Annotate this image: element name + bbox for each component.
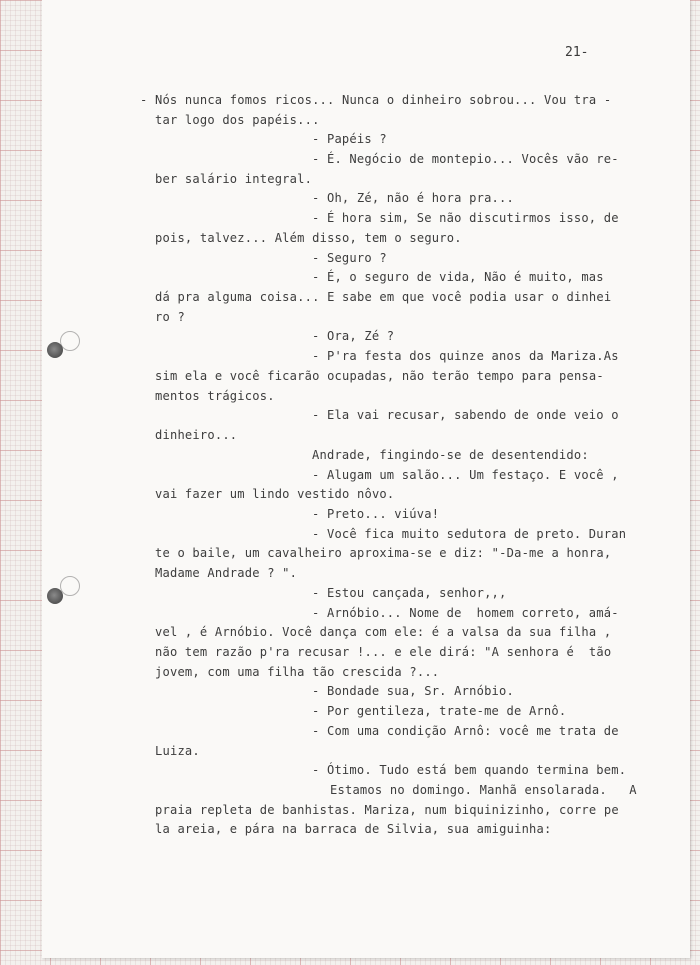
text-line: dinheiro... (155, 428, 238, 442)
text-line: - Nós nunca fomos ricos... Nunca o dinheiro sobrou... Vou tra - (140, 93, 612, 107)
text-line: ber salário integral. (155, 172, 313, 186)
text-line: - Por gentileza, trate-me de Arnô. (312, 704, 567, 718)
text-line: sim ela e você ficarão ocupadas, não terão tempo para pensa- (155, 369, 604, 383)
text-line: - Arnóbio... Nome de homem correto, amá- (312, 606, 619, 620)
text-line: - É, o seguro de vida, Não é muito, mas (312, 270, 604, 284)
text-line: - Bondade sua, Sr. Arnóbio. (312, 684, 514, 698)
text-line: dá pra alguma coisa... E sabe em que você podia usar o dinhei (155, 290, 612, 304)
text-line: praia repleta de banhistas. Mariza, num biquinizinho, corre pe (155, 803, 619, 817)
text-line: - Seguro ? (312, 251, 387, 265)
text-line: - Alugam um salão... Um festaço. E você , (312, 468, 619, 482)
text-line: - É. Negócio de montepio... Vocês vão re- (312, 152, 619, 166)
text-line: jovem, com uma filha tão crescida ?... (155, 665, 440, 679)
text-line: Estamos no domingo. Manhã ensolarada. A (330, 783, 637, 797)
text-line: - Preto... viúva! (312, 507, 440, 521)
text-line: - Ótimo. Tudo está bem quando termina bem. (312, 763, 627, 777)
text-line: - É hora sim, Se não discutirmos isso, de (312, 211, 619, 225)
text-line: - Papéis ? (312, 132, 387, 146)
punch-hole-top (47, 342, 63, 358)
text-line: pois, talvez... Além disso, tem o seguro. (155, 231, 462, 245)
text-line: tar logo dos papéis... (155, 113, 320, 127)
text-line: ro ? (155, 310, 185, 324)
text-line: Andrade, fingindo-se de desentendido: (312, 448, 589, 462)
text-line: Luiza. (155, 744, 200, 758)
text-line: - Estou cançada, senhor,,, (312, 586, 507, 600)
text-line: la areia, e pára na barraca de Silvia, sua amiguinha: (155, 822, 552, 836)
text-line: - Você fica muito sedutora de preto. Duran (312, 527, 627, 541)
text-line: - Oh, Zé, não é hora pra... (312, 191, 514, 205)
text-line: mentos trágicos. (155, 389, 275, 403)
punch-hole-ring-bottom (60, 576, 80, 596)
text-line: - P'ra festa dos quinze anos da Mariza.As (312, 349, 619, 363)
text-line: vai fazer um lindo vestido nôvo. (155, 487, 395, 501)
text-line: te o baile, um cavalheiro aproxima-se e diz: "-Da-me a honra, (155, 546, 612, 560)
text-line: - Ora, Zé ? (312, 329, 395, 343)
text-line: vel , é Arnóbio. Você dança com ele: é a valsa da sua filha , (155, 625, 612, 639)
text-line: - Ela vai recusar, sabendo de onde veio o (312, 408, 619, 422)
text-line: - Com uma condição Arnô: você me trata de (312, 724, 619, 738)
punch-hole-ring-top (60, 331, 80, 351)
text-line: não tem razão p'ra recusar !... e ele dirá: "A senhora é tão (155, 645, 612, 659)
text-line: Madame Andrade ? ". (155, 566, 298, 580)
punch-hole-bottom (47, 588, 63, 604)
page-number: 21- (565, 45, 589, 60)
